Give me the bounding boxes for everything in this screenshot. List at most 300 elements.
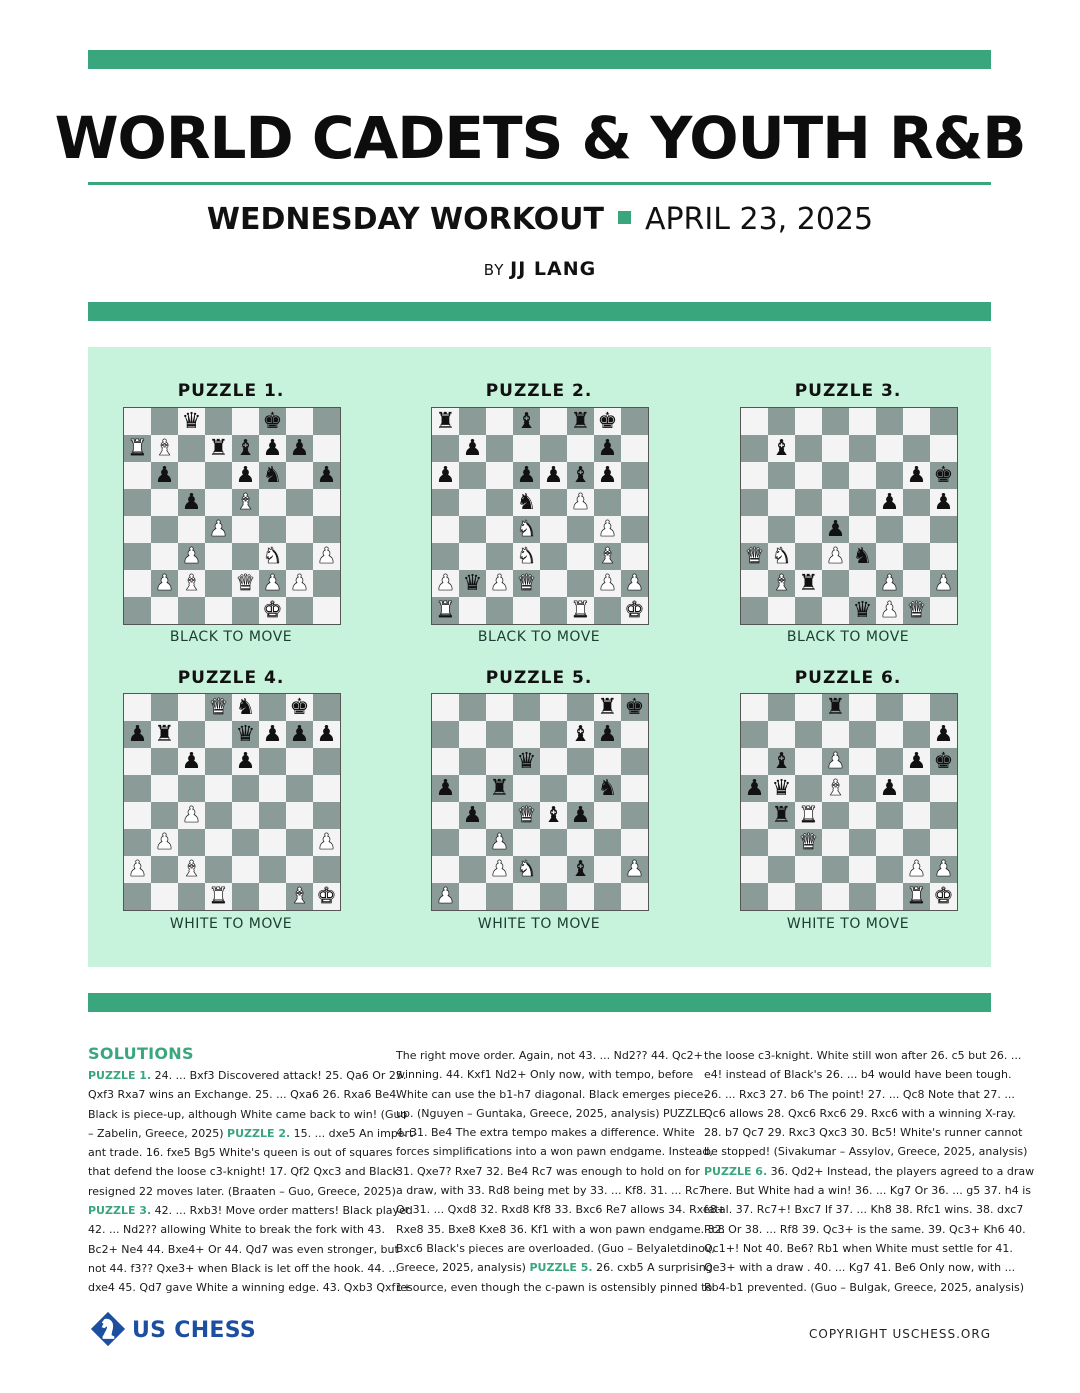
white-pawn-icon: ♟ [879, 571, 900, 596]
solution-line: Or 31. ... Qxd8 32. Rxd8 Kf8 33. Bxc6 Re7 allows 34. Rxe8+ [396, 1203, 726, 1217]
board-square [124, 883, 151, 910]
board-square [313, 802, 340, 829]
board-square [259, 775, 286, 802]
black-knight-icon: ♞ [597, 776, 618, 801]
board-square [124, 543, 151, 570]
board-square [849, 748, 876, 775]
board-square [513, 721, 540, 748]
board-square [432, 802, 459, 829]
black-rook-icon: ♜ [597, 695, 618, 720]
board-square [876, 856, 903, 883]
board-square [459, 408, 486, 435]
board-square [540, 597, 567, 624]
board-square [822, 570, 849, 597]
board-square [795, 489, 822, 516]
black-pawn-icon: ♟ [879, 490, 900, 515]
black-pawn-icon: ♟ [235, 749, 256, 774]
board-square [486, 543, 513, 570]
board-square [876, 829, 903, 856]
puzzle-5-title: PUZZLE 5. [485, 668, 593, 688]
board-square [822, 802, 849, 829]
board-square [286, 489, 313, 516]
board-square [876, 802, 903, 829]
board-square [259, 516, 286, 543]
board-square [594, 802, 621, 829]
board-square [205, 856, 232, 883]
solution-line: – Zabelin, Greece, 2025) PUZZLE 2. 15. ... dxe5 An import- [88, 1126, 418, 1140]
board-square [768, 597, 795, 624]
black-knight-icon: ♞ [852, 544, 873, 569]
solution-line: White can use the b1-h7 diagonal. Black emerges piece- [396, 1087, 708, 1101]
solution-line: Greece, 2025, analysis) PUZZLE 5. 26. cxb5 A surprising [396, 1261, 713, 1275]
white-rook-icon: ♜ [906, 884, 927, 909]
board-square [486, 721, 513, 748]
board-square [232, 775, 259, 802]
board-square [621, 435, 648, 462]
board-square [432, 748, 459, 775]
board-square [459, 489, 486, 516]
board-square [540, 775, 567, 802]
white-rook-icon: ♜ [208, 884, 229, 909]
black-pawn-icon: ♟ [933, 722, 954, 747]
board-square [259, 489, 286, 516]
board-square [513, 694, 540, 721]
board-square [930, 802, 957, 829]
board-square [594, 883, 621, 910]
board-square [795, 694, 822, 721]
black-king-icon: ♚ [933, 463, 954, 488]
board-square [594, 489, 621, 516]
board-square [313, 748, 340, 775]
board-square [124, 748, 151, 775]
black-pawn-icon: ♟ [906, 749, 927, 774]
solution-line: Rc8 Or 38. ... Rf8 39. Qc3+ is the same. 39. Qc3+ Kh6 40. [704, 1222, 1026, 1236]
board-square [903, 570, 930, 597]
board-square [903, 543, 930, 570]
board-square [621, 721, 648, 748]
board-square [124, 802, 151, 829]
black-rook-icon: ♜ [570, 409, 591, 434]
solution-line: Qe3+ with a draw . 40. ... Kg7 41. Be6 Only now, with ... [704, 1261, 1016, 1275]
puzzle-4-caption: WHITE TO MOVE [169, 916, 293, 932]
white-rook-icon: ♜ [435, 598, 456, 623]
black-pawn-icon: ♟ [154, 463, 175, 488]
white-knight-icon: ♞ [516, 517, 537, 542]
board-square [459, 775, 486, 802]
board-square [124, 829, 151, 856]
brand-name: US CHESS [132, 1318, 257, 1343]
board-square [205, 462, 232, 489]
white-king-icon: ♚ [933, 884, 954, 909]
black-pawn-icon: ♟ [181, 749, 202, 774]
solution-line: Black is piece-up, although White came back to win! (Guo [88, 1107, 408, 1121]
board-square [903, 435, 930, 462]
board-square [621, 775, 648, 802]
board-square [286, 829, 313, 856]
board-square [178, 694, 205, 721]
solution-line: 42. ... Nd2?? allowing White to break the fork with 43. [88, 1223, 385, 1237]
board-square [795, 775, 822, 802]
board-square [621, 748, 648, 775]
board-square [313, 694, 340, 721]
board-square [930, 694, 957, 721]
board-square [930, 435, 957, 462]
board-square [205, 543, 232, 570]
white-pawn-icon: ♟ [435, 571, 456, 596]
black-pawn-icon: ♟ [435, 776, 456, 801]
board-square [795, 462, 822, 489]
board-square [151, 802, 178, 829]
solution-line: that defend the loose c3-knight! 17. Qf2 Qxc3 and Black [88, 1165, 399, 1179]
board-square [205, 489, 232, 516]
puzzle-4-board [123, 693, 341, 911]
board-square [151, 516, 178, 543]
board-square [432, 856, 459, 883]
board-square [178, 883, 205, 910]
black-bishop-icon: ♝ [516, 409, 537, 434]
board-square [232, 829, 259, 856]
black-bishop-icon: ♝ [543, 803, 564, 828]
board-square [795, 748, 822, 775]
board-square [513, 829, 540, 856]
puzzle-4-title: PUZZLE 4. [177, 668, 285, 688]
board-square [822, 408, 849, 435]
board-square [567, 748, 594, 775]
board-square [151, 597, 178, 624]
board-square [741, 721, 768, 748]
board-square [232, 856, 259, 883]
board-square [795, 408, 822, 435]
board-square [486, 802, 513, 829]
board-square [540, 516, 567, 543]
solution-line: winning. 44. Kxf1 Nd2+ Only now, with tempo, before [396, 1068, 694, 1082]
board-square [876, 435, 903, 462]
black-rook-icon: ♜ [435, 409, 456, 434]
board-square [151, 748, 178, 775]
board-square [849, 516, 876, 543]
board-square [741, 516, 768, 543]
board-square [741, 462, 768, 489]
black-queen-icon: ♛ [852, 598, 873, 623]
white-queen-icon: ♛ [798, 830, 819, 855]
white-pawn-icon: ♟ [933, 857, 954, 882]
white-pawn-icon: ♟ [127, 857, 148, 882]
white-bishop-icon: ♝ [181, 571, 202, 596]
board-square [486, 435, 513, 462]
board-square [621, 408, 648, 435]
board-square [124, 489, 151, 516]
board-square [768, 516, 795, 543]
board-square [286, 462, 313, 489]
uschess-knight-icon [88, 1311, 128, 1347]
board-square [232, 883, 259, 910]
black-knight-icon: ♞ [235, 695, 256, 720]
white-pawn-icon: ♟ [181, 544, 202, 569]
white-pawn-icon: ♟ [597, 571, 618, 596]
black-queen-icon: ♛ [462, 571, 483, 596]
board-square [151, 408, 178, 435]
white-knight-icon: ♞ [516, 857, 537, 882]
black-pawn-icon: ♟ [235, 463, 256, 488]
byline-prefix: BY [483, 261, 505, 279]
board-square [849, 829, 876, 856]
solution-line: Bxc6 Black's pieces are overloaded. (Guo – Belyaletdinov, [396, 1241, 715, 1255]
white-pawn-icon: ♟ [879, 598, 900, 623]
board-square [313, 516, 340, 543]
white-king-icon: ♚ [624, 598, 645, 623]
board-square [151, 543, 178, 570]
board-square [259, 694, 286, 721]
solution-line: a draw, with 33. Rd8 being met by 33. ... Kf8. 31. ... Rc7 [396, 1184, 706, 1198]
board-square [232, 597, 259, 624]
white-bishop-icon: ♝ [154, 436, 175, 461]
black-pawn-icon: ♟ [316, 722, 337, 747]
board-square [768, 856, 795, 883]
puzzle-2-board [431, 407, 649, 625]
board-square [930, 775, 957, 802]
board-square [459, 856, 486, 883]
board-square [459, 462, 486, 489]
board-square [567, 829, 594, 856]
board-square [903, 408, 930, 435]
black-rook-icon: ♜ [154, 722, 175, 747]
board-square [124, 775, 151, 802]
white-queen-icon: ♛ [906, 598, 927, 623]
board-square [486, 694, 513, 721]
board-square [459, 694, 486, 721]
board-square [205, 408, 232, 435]
black-queen-icon: ♛ [235, 722, 256, 747]
board-square [432, 543, 459, 570]
black-pawn-icon: ♟ [262, 436, 283, 461]
board-square [741, 408, 768, 435]
top-accent-bar [88, 50, 991, 69]
board-square [594, 597, 621, 624]
white-queen-icon: ♛ [744, 544, 765, 569]
puzzle-6-title: PUZZLE 6. [794, 668, 902, 688]
white-pawn-icon: ♟ [154, 830, 175, 855]
board-square [876, 883, 903, 910]
board-square [594, 856, 621, 883]
board-square [486, 516, 513, 543]
white-knight-icon: ♞ [771, 544, 792, 569]
black-pawn-icon: ♟ [906, 463, 927, 488]
white-pawn-icon: ♟ [489, 571, 510, 596]
board-square [540, 543, 567, 570]
board-square [768, 408, 795, 435]
solution-line: be stopped! (Sivakumar – Assylov, Greece, 2025, analysis) [704, 1145, 1028, 1159]
black-queen-icon: ♛ [516, 749, 537, 774]
black-pawn-icon: ♟ [597, 463, 618, 488]
board-square [930, 408, 957, 435]
author-name: JJ LANG [510, 258, 597, 280]
board-square [205, 775, 232, 802]
board-square [876, 543, 903, 570]
board-square [286, 802, 313, 829]
puzzle-1-board [123, 407, 341, 625]
puzzle-1-title: PUZZLE 1. [177, 381, 285, 401]
solution-line: 26. ... Rxc3 27. b6 The point! 27. ... Qc8 Note that 27. ... [704, 1087, 1015, 1101]
board-square [540, 748, 567, 775]
puzzle-5-board [431, 693, 649, 911]
solutions-heading: SOLUTIONS [88, 1044, 194, 1063]
black-bishop-icon: ♝ [570, 463, 591, 488]
white-pawn-icon: ♟ [933, 571, 954, 596]
black-pawn-icon: ♟ [262, 722, 283, 747]
board-square [513, 435, 540, 462]
board-square [232, 802, 259, 829]
subtitle-date: APRIL 23, 2025 [644, 202, 874, 237]
black-bishop-icon: ♝ [771, 749, 792, 774]
black-pawn-icon: ♟ [435, 463, 456, 488]
board-square [822, 597, 849, 624]
board-square [876, 748, 903, 775]
black-queen-icon: ♛ [181, 409, 202, 434]
black-pawn-icon: ♟ [516, 463, 537, 488]
board-square [205, 748, 232, 775]
solution-line: ant trade. 16. fxe5 Bg5 White's queen is out of squares [88, 1146, 393, 1160]
board-square [124, 570, 151, 597]
board-square [459, 721, 486, 748]
board-square [259, 856, 286, 883]
board-square [930, 516, 957, 543]
black-king-icon: ♚ [289, 695, 310, 720]
board-square [259, 829, 286, 856]
white-pawn-icon: ♟ [624, 571, 645, 596]
black-king-icon: ♚ [597, 409, 618, 434]
board-square [903, 694, 930, 721]
board-square [567, 883, 594, 910]
board-square [822, 489, 849, 516]
board-square [459, 748, 486, 775]
board-square [849, 435, 876, 462]
black-rook-icon: ♜ [208, 436, 229, 461]
board-square [741, 435, 768, 462]
white-bishop-icon: ♝ [181, 857, 202, 882]
board-square [795, 516, 822, 543]
black-pawn-icon: ♟ [289, 722, 310, 747]
board-square [594, 748, 621, 775]
board-square [540, 721, 567, 748]
black-pawn-icon: ♟ [289, 436, 310, 461]
solutions-column-1 [88, 1066, 418, 1298]
board-square [432, 516, 459, 543]
solution-line: dxe4 45. Qd7 gave White a winning edge. 43. Qxb3 Qxf1+ [88, 1281, 412, 1295]
white-knight-icon: ♞ [516, 544, 537, 569]
board-square [178, 775, 205, 802]
black-bishop-icon: ♝ [570, 857, 591, 882]
black-king-icon: ♚ [624, 695, 645, 720]
black-rook-icon: ♜ [489, 776, 510, 801]
puzzles-panel [88, 347, 991, 967]
board-square [432, 489, 459, 516]
board-square [432, 694, 459, 721]
board-square [567, 570, 594, 597]
white-pawn-icon: ♟ [316, 544, 337, 569]
white-bishop-icon: ♝ [597, 544, 618, 569]
board-square [432, 721, 459, 748]
board-square [205, 570, 232, 597]
board-square [178, 829, 205, 856]
board-square [903, 489, 930, 516]
board-square [259, 883, 286, 910]
board-square [795, 597, 822, 624]
solution-line: up. (Nguyen – Guntaka, Greece, 2025, analysis) PUZZLE [396, 1106, 706, 1120]
white-bishop-icon: ♝ [825, 776, 846, 801]
black-rook-icon: ♜ [825, 695, 846, 720]
board-square [486, 408, 513, 435]
black-knight-icon: ♞ [516, 490, 537, 515]
black-rook-icon: ♜ [798, 571, 819, 596]
black-pawn-icon: ♟ [744, 776, 765, 801]
board-square [459, 829, 486, 856]
section-accent-bar [88, 302, 991, 321]
board-square [849, 856, 876, 883]
board-square [621, 462, 648, 489]
puzzle-3-board [740, 407, 958, 625]
board-square [741, 570, 768, 597]
board-square [513, 597, 540, 624]
board-square [876, 462, 903, 489]
board-square [178, 462, 205, 489]
black-pawn-icon: ♟ [879, 776, 900, 801]
board-square [286, 516, 313, 543]
black-pawn-icon: ♟ [570, 803, 591, 828]
board-square [822, 462, 849, 489]
board-square [540, 408, 567, 435]
solution-line: 28. b7 Qc7 29. Rxc3 Qxc3 30. Bc5! White's runner cannot [704, 1126, 1023, 1140]
title-underline [88, 182, 991, 185]
board-square [876, 721, 903, 748]
solution-line: 31. Qxe7? Rxe7 32. Be4 Rc7 was enough to hold on for [396, 1164, 700, 1178]
board-square [486, 462, 513, 489]
board-square [621, 883, 648, 910]
black-pawn-icon: ♟ [597, 722, 618, 747]
board-square [822, 829, 849, 856]
white-knight-icon: ♞ [262, 544, 283, 569]
black-bishop-icon: ♝ [771, 436, 792, 461]
board-square [930, 829, 957, 856]
byline [0, 258, 1080, 280]
board-square [286, 543, 313, 570]
page-title: WORLD CADETS & YOUTH R&B [54, 104, 1026, 172]
solutions-column-3 [704, 1046, 1035, 1297]
white-rook-icon: ♜ [127, 436, 148, 461]
solution-line: PUZZLE 1. 24. ... Bxf3 Discovered attack! 25. Qa6 Or 25. [88, 1069, 407, 1082]
board-square [459, 597, 486, 624]
board-square [178, 721, 205, 748]
copyright: COPYRIGHT USCHESS.ORG [809, 1327, 991, 1341]
white-queen-icon: ♛ [235, 571, 256, 596]
board-square [178, 516, 205, 543]
board-square [486, 883, 513, 910]
board-square [124, 462, 151, 489]
board-square [205, 721, 232, 748]
board-square [151, 856, 178, 883]
puzzle-6-board [740, 693, 958, 911]
solution-line: PUZZLE 3. 42. ... Rxb3! Move order matters! Black played [88, 1204, 413, 1218]
board-square [232, 516, 259, 543]
board-square [930, 543, 957, 570]
board-square [621, 829, 648, 856]
board-square [540, 856, 567, 883]
board-square [486, 489, 513, 516]
white-king-icon: ♚ [316, 884, 337, 909]
board-square [822, 883, 849, 910]
board-square [621, 489, 648, 516]
puzzle-2-title: PUZZLE 2. [485, 381, 593, 401]
puzzle-3-title: PUZZLE 3. [794, 381, 902, 401]
